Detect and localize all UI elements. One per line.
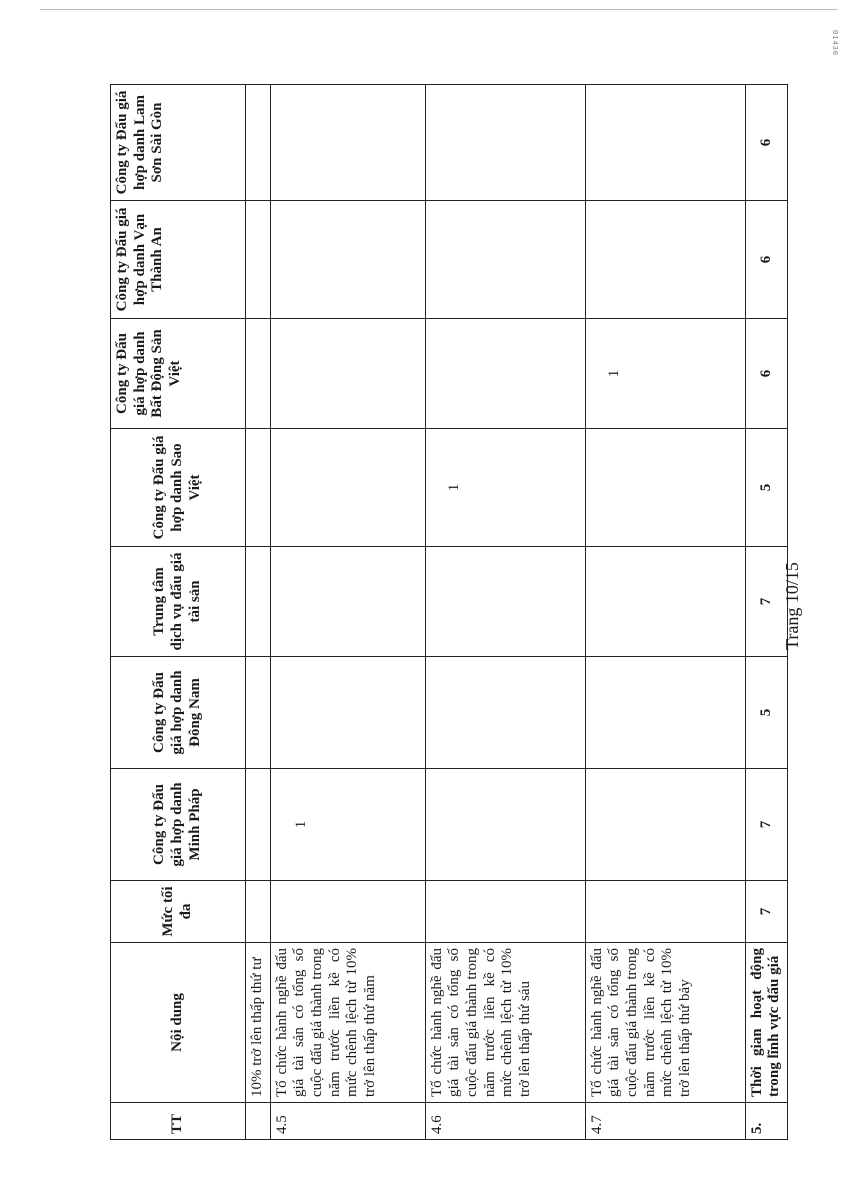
table-row [425, 85, 585, 1140]
row-value [585, 201, 745, 319]
header-company-lam-son-sai-gon: Công ty Đấu giá hợp danh Lam Sơn Sài Gòn [111, 85, 246, 201]
row-value [270, 547, 425, 657]
row-tt: 5. [745, 1103, 787, 1140]
header-company-minh-phap: Công ty Đấu giá hợp danh Minh Pháp [111, 769, 246, 881]
row-value: 7 [745, 547, 787, 657]
header-company-dong-nam: Công ty Đấu giá hợp danh Đông Nam [111, 657, 246, 769]
scoring-table [110, 84, 788, 1140]
row-value: 1 [585, 319, 745, 429]
row-value [585, 429, 745, 547]
row-value [585, 657, 745, 769]
row-content: Tổ chức hành nghề đấu giá tài sản có tổng số cuộc đấu giá thành trong năm trước liền kề có mức chênh lệch từ 10% trở lên thấp thứ bảy [585, 943, 745, 1103]
row-value [585, 547, 745, 657]
row-value [246, 547, 271, 657]
row-value: 5 [745, 657, 787, 769]
row-value [246, 319, 271, 429]
row-max [425, 881, 585, 943]
header-trung-tam-dich-vu: Trung tâm dịch vụ đấu giá tài sản [111, 547, 246, 657]
table-row [246, 85, 271, 1140]
table-row [270, 85, 425, 1140]
row-max [246, 881, 271, 943]
row-value [585, 769, 745, 881]
row-content: 10% trở lên thấp thứ tư [246, 943, 271, 1103]
header-tt: TT [111, 1103, 246, 1140]
row-value [425, 547, 585, 657]
row-value [270, 319, 425, 429]
row-value: 5 [745, 429, 787, 547]
row-value: 1 [425, 429, 585, 547]
row-value [425, 85, 585, 201]
row-value [425, 201, 585, 319]
top-border-line [40, 9, 838, 10]
header-company-bat-dong-san-viet: Công ty Đấu giá hợp danh Bất Động Sản Việt [111, 319, 246, 429]
row-value: 1 [270, 769, 425, 881]
row-tt: 4.5 [270, 1103, 425, 1140]
table-header-row [111, 85, 246, 1140]
row-value [246, 85, 271, 201]
header-noi-dung: Nội dung [111, 943, 246, 1103]
row-value: 6 [745, 85, 787, 201]
row-value [270, 85, 425, 201]
header-muc-toi-da: Mức tối đa [111, 881, 246, 943]
table-row [585, 85, 745, 1140]
row-tt: 4.7 [585, 1103, 745, 1140]
document-stamp-number: 01430 [830, 30, 838, 57]
row-max [270, 881, 425, 943]
row-value [246, 657, 271, 769]
header-company-van-thanh-an: Công ty Đấu giá hợp danh Vạn Thành An [111, 201, 246, 319]
row-value [585, 85, 745, 201]
row-value: 6 [745, 201, 787, 319]
row-content: Thời gian hoạt động trong lĩnh vực đấu giá [745, 943, 787, 1103]
row-value [246, 201, 271, 319]
row-value [425, 319, 585, 429]
row-max [585, 881, 745, 943]
page-number-text: Trang 10/15 [782, 562, 802, 650]
row-value [246, 769, 271, 881]
header-company-sao-viet: Công ty Đấu giá hợp danh Sao Việt [111, 429, 246, 547]
row-value [270, 429, 425, 547]
row-content: Tổ chức hành nghề đấu giá tài sản có tổng số cuộc đấu giá thành trong năm trước liền kề có mức chênh lệch từ 10% trở lên thấp thứ năm [270, 943, 425, 1103]
page-number [782, 562, 803, 650]
rotated-table-container [110, 85, 783, 1140]
row-value [425, 657, 585, 769]
row-tt [246, 1103, 271, 1140]
row-content: Tổ chức hành nghề đấu giá tài sản có tổng số cuộc đấu giá thành trong năm trước liền kề có mức chênh lệch từ 10% trở lên thấp thứ sáu [425, 943, 585, 1103]
row-value [270, 201, 425, 319]
row-value [246, 429, 271, 547]
row-value [425, 769, 585, 881]
row-value: 6 [745, 319, 787, 429]
row-max: 7 [745, 881, 787, 943]
row-value: 7 [745, 769, 787, 881]
row-value [270, 657, 425, 769]
row-tt: 4.6 [425, 1103, 585, 1140]
